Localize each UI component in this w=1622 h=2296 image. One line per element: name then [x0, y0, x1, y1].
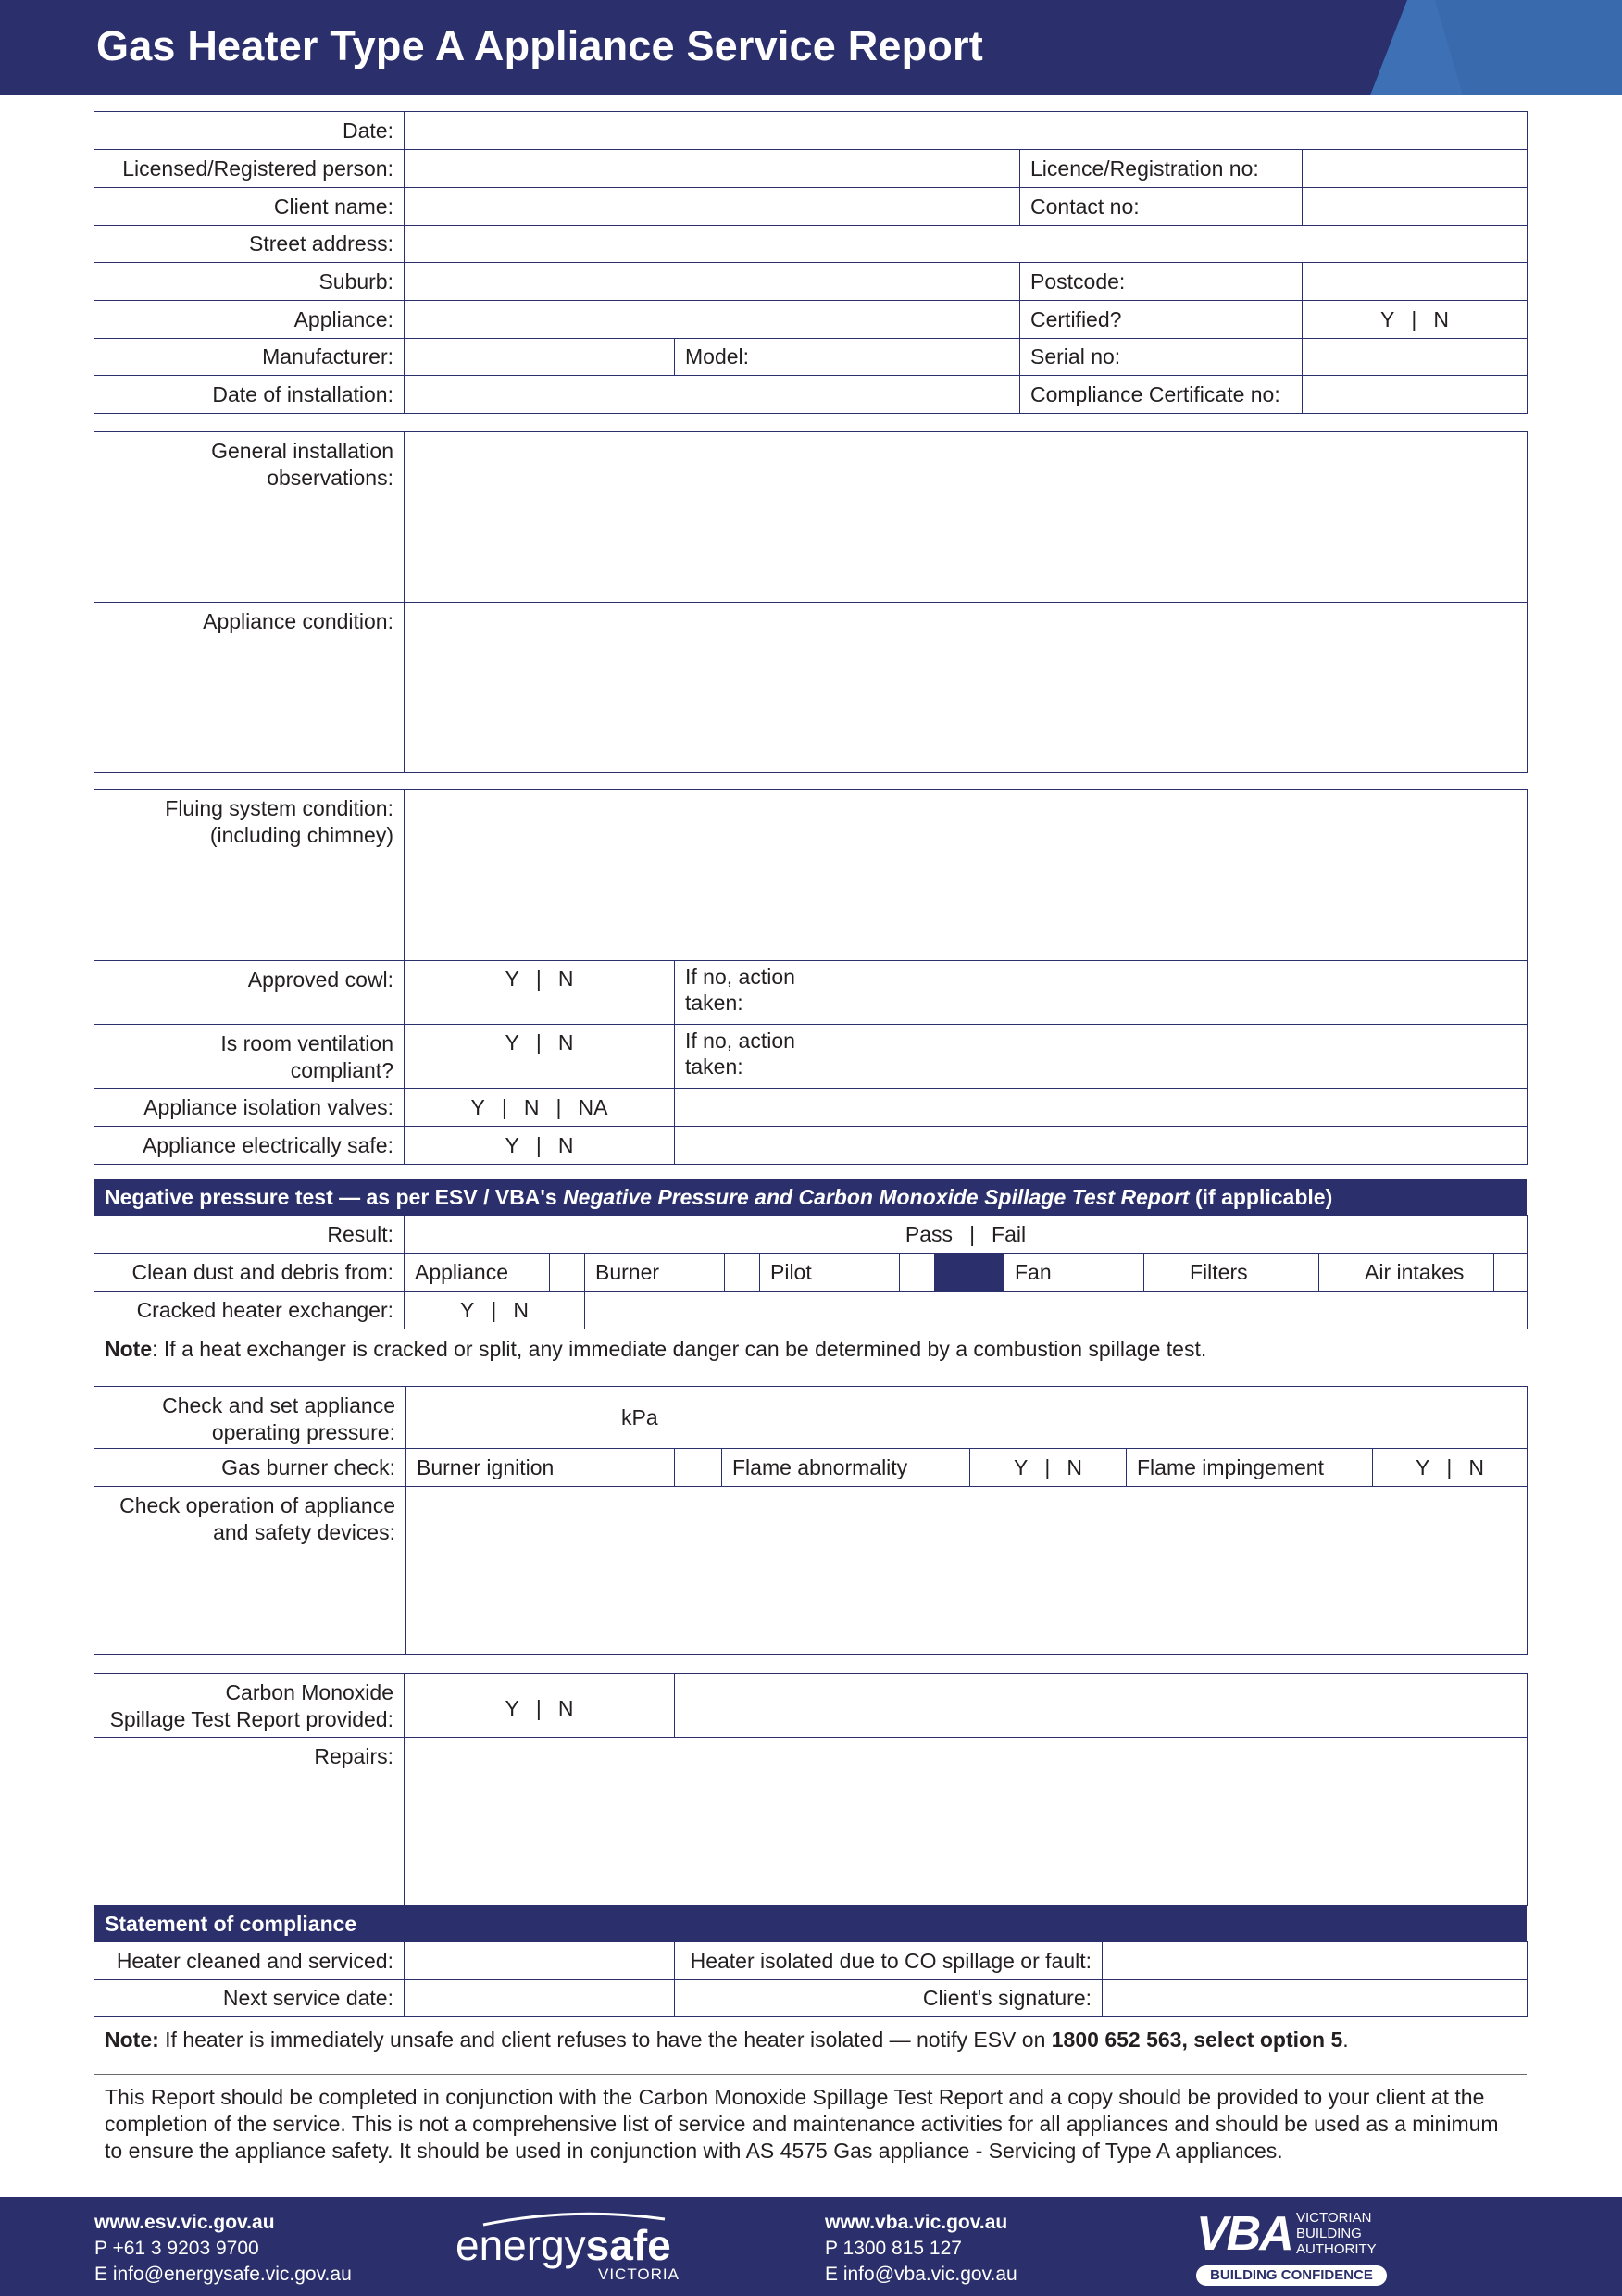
yn-n: N — [557, 1030, 574, 1054]
appliance-field[interactable] — [405, 301, 1020, 339]
postcode-field[interactable] — [1303, 263, 1528, 301]
general-observations-label — [94, 432, 405, 603]
yn-sep: | — [1411, 306, 1417, 331]
vba-contact — [825, 2210, 1017, 2288]
general-observations-line1: General installation — [211, 439, 393, 463]
yn-sep: | — [535, 1030, 542, 1054]
yn-n: N — [513, 1297, 529, 1322]
esv-phone: P +61 3 9203 9700 — [94, 2238, 259, 2259]
fluing-field[interactable] — [405, 790, 1528, 961]
yn-n: N — [557, 1132, 574, 1157]
vba-name-1: VICTORIAN — [1296, 2210, 1372, 2226]
appliance-condition-field[interactable] — [405, 603, 1528, 773]
pass-option[interactable]: Pass — [905, 1221, 954, 1246]
licence-no-field[interactable] — [1303, 150, 1528, 188]
note-text: If heater is immediately unsafe and client refuses to have the heater isolated — notify ESV on — [158, 2028, 1052, 2052]
co-line2: Spillage Test Report provided: — [109, 1707, 393, 1731]
co-section — [94, 1673, 1527, 2017]
model-label: Model: — [675, 339, 830, 376]
burner-check-label: Gas burner check: — [94, 1449, 406, 1487]
approved-cowl-label: Approved cowl: — [94, 961, 405, 1025]
general-observations-line2: observations: — [267, 466, 393, 490]
vba-tagline: BUILDING CONFIDENCE — [1196, 2265, 1387, 2286]
fluing-label — [94, 790, 405, 961]
heat-exchanger-note — [105, 1337, 1206, 1362]
compliance-cert-field[interactable] — [1303, 376, 1528, 414]
electrically-safe-label: Appliance electrically safe: — [94, 1127, 405, 1165]
cowl-if-no-label — [675, 961, 830, 1025]
isolated-label: Heater isolated due to CO spillage or fault: — [675, 1942, 1103, 1980]
licence-no-label: Licence/Registration no: — [1020, 150, 1303, 188]
general-observations-field[interactable] — [405, 432, 1528, 603]
appliance-label: Appliance: — [94, 301, 405, 339]
yn-n: N — [523, 1094, 540, 1119]
manufacturer-label: Manufacturer: — [94, 339, 405, 376]
clean-from-label: Clean dust and debris from: — [94, 1254, 405, 1292]
date-label: Date: — [94, 112, 405, 150]
esv-email[interactable]: E info@energysafe.vic.gov.au — [94, 2264, 352, 2285]
room-vent-line1: Is room ventilation — [220, 1031, 393, 1055]
fluing-line1: Fluing system condition: — [165, 796, 393, 820]
serial-no-label: Serial no: — [1020, 339, 1303, 376]
band-tail: (if applicable) — [1189, 1185, 1333, 1209]
negative-pressure-band — [94, 1179, 1527, 1215]
if-no-line1: If no, action — [685, 965, 795, 989]
fluing-line2: (including chimney) — [209, 823, 393, 847]
band-text: Negative pressure test — as per ESV / VBA's — [105, 1185, 564, 1209]
room-ventilation-yn[interactable] — [405, 1025, 675, 1089]
cracked-exchanger-field[interactable] — [585, 1292, 1528, 1329]
yn-y: Y — [505, 1030, 519, 1054]
clean-check-appliance[interactable] — [550, 1254, 585, 1292]
clean-item-appliance: Appliance — [405, 1254, 550, 1292]
if-no-line1: If no, action — [685, 1029, 795, 1053]
vba-authority-name — [1296, 2210, 1377, 2257]
result-pass-fail[interactable] — [405, 1216, 1528, 1254]
logo-safe: safe — [585, 2221, 671, 2269]
yn-sep: | — [1044, 1454, 1051, 1479]
page-footer — [0, 2197, 1622, 2296]
flame-abnormality-yn[interactable] — [970, 1449, 1127, 1487]
operating-pressure-field[interactable] — [406, 1387, 1528, 1449]
esv-url[interactable]: www.esv.vic.gov.au — [94, 2212, 275, 2233]
flame-abnormality-label: Flame abnormality — [722, 1449, 970, 1487]
room-vent-line2: compliant? — [290, 1058, 393, 1082]
clean-item-pilot: Pilot — [760, 1254, 900, 1292]
disclaimer: This Report should be completed in conjunction with the Carbon Monoxide Spillage Test Report and a copy should be provided to your client at the completion of the service. This is not a comprehensive list of service and maintenance activities for all appliances and should be used as a minimum to ensure the appliance safety. It should be used in conjunction with AS 4575 Gas appliance - Servicing of Type A appliances. — [94, 2074, 1527, 2165]
manufacturer-field[interactable] — [405, 339, 675, 376]
negative-pressure-table — [94, 1215, 1528, 1329]
yn-sep: | — [491, 1297, 497, 1322]
clean-item-air-intakes: Air intakes — [1354, 1254, 1494, 1292]
vba-url[interactable]: www.vba.vic.gov.au — [825, 2212, 1008, 2233]
logo-energy: energy — [455, 2221, 586, 2269]
cracked-exchanger-label: Cracked heater exchanger: — [94, 1292, 405, 1329]
repairs-label: Repairs: — [94, 1738, 405, 1906]
cracked-exchanger-yn[interactable] — [405, 1292, 585, 1329]
licensed-person-label: Licensed/Registered person: — [94, 150, 405, 188]
yn-y: Y — [1014, 1454, 1029, 1479]
co-report-label — [94, 1674, 405, 1738]
appliance-condition-label: Appliance condition: — [94, 603, 405, 773]
room-ventilation-label — [94, 1025, 405, 1089]
certified-yn[interactable] — [1303, 301, 1528, 339]
header-decoration — [1370, 0, 1622, 95]
vba-name-2: BUILDING — [1296, 2226, 1362, 2241]
date-installation-label: Date of installation: — [94, 376, 405, 414]
compliance-cert-label: Compliance Certificate no: — [1020, 376, 1303, 414]
compliance-note — [105, 2028, 1349, 2053]
co-report-field[interactable] — [675, 1674, 1528, 1738]
vba-logo — [1194, 2208, 1398, 2290]
result-label: Result: — [94, 1216, 405, 1254]
note-text: : If a heat exchanger is cracked or split, any immediate danger can be determined by a combustion spillage test. — [152, 1337, 1207, 1361]
band-italic: Negative Pressure and Carbon Monoxide Spillage Test Report — [563, 1185, 1190, 1209]
cowl-action-field[interactable] — [830, 961, 1528, 1025]
yn-sep: | — [535, 967, 542, 991]
negative-pressure-section — [94, 1179, 1527, 1329]
clean-item-fan: Fan — [1004, 1254, 1144, 1292]
vba-email[interactable]: E info@vba.vic.gov.au — [825, 2264, 1017, 2285]
operating-table — [94, 1386, 1528, 1655]
clean-item-burner: Burner — [585, 1254, 725, 1292]
details-section — [94, 111, 1527, 414]
vba-mark: VBA — [1196, 2207, 1292, 2261]
vba-phone: P 1300 815 127 — [825, 2238, 962, 2259]
fluing-section — [94, 789, 1527, 1165]
burner-ignition-check[interactable] — [675, 1449, 722, 1487]
burner-ignition-label: Burner ignition — [406, 1449, 675, 1487]
street-address-field[interactable] — [405, 226, 1528, 263]
kpa-unit: kPa — [621, 1404, 658, 1429]
vent-action-field[interactable] — [830, 1025, 1528, 1089]
flame-impingement-label: Flame impingement — [1127, 1449, 1373, 1487]
if-no-line2: taken: — [685, 1054, 743, 1079]
yn-sep: | — [501, 1094, 507, 1119]
repairs-field[interactable] — [405, 1738, 1528, 1906]
note-bold: Note: — [105, 2028, 159, 2052]
client-name-field[interactable] — [405, 188, 1020, 226]
suburb-field[interactable] — [405, 263, 1020, 301]
date-installation-field[interactable] — [405, 376, 1020, 414]
safety-line2: and safety devices: — [213, 1520, 395, 1544]
clean-check-air-intakes[interactable] — [1494, 1254, 1528, 1292]
energysafe-logo — [454, 2210, 704, 2284]
shaded-cell — [935, 1254, 1004, 1292]
yn-y: Y — [460, 1297, 475, 1322]
yn-sep: | — [535, 1695, 542, 1720]
note-bold: Note — [105, 1337, 153, 1361]
isolation-valves-label: Appliance isolation valves: — [94, 1089, 405, 1127]
if-no-line2: taken: — [685, 991, 743, 1015]
approved-cowl-yn[interactable] — [405, 961, 675, 1025]
observations-section — [94, 431, 1527, 773]
electrically-safe-yn[interactable] — [405, 1127, 675, 1165]
page-header — [0, 0, 1622, 95]
yn-n: N — [1433, 306, 1449, 331]
operating-pressure-label — [94, 1387, 406, 1449]
cleaned-label: Heater cleaned and serviced: — [94, 1942, 405, 1980]
fail-option[interactable]: Fail — [992, 1221, 1027, 1246]
yn-na: NA — [578, 1094, 608, 1119]
serial-no-field[interactable] — [1303, 339, 1528, 376]
clean-check-pilot[interactable] — [900, 1254, 935, 1292]
model-field[interactable] — [830, 339, 1020, 376]
co-line1: Carbon Monoxide — [225, 1680, 393, 1704]
vba-name-3: AUTHORITY — [1296, 2241, 1377, 2257]
pressure-line2: operating pressure: — [211, 1420, 395, 1444]
details-table — [94, 111, 1528, 414]
cleaned-field[interactable] — [405, 1942, 675, 1980]
esv-contact — [94, 2210, 352, 2288]
clean-check-filters[interactable] — [1319, 1254, 1354, 1292]
clean-check-fan[interactable] — [1144, 1254, 1179, 1292]
certified-label: Certified? — [1020, 301, 1303, 339]
next-service-label: Next service date: — [94, 1980, 405, 2017]
yn-n: N — [557, 1695, 574, 1720]
postcode-label: Postcode: — [1020, 263, 1303, 301]
yn-n: N — [1468, 1454, 1484, 1479]
co-report-yn[interactable] — [405, 1674, 675, 1738]
date-field[interactable] — [405, 112, 1528, 150]
safety-devices-field[interactable] — [406, 1487, 1528, 1655]
yn-y: Y — [1416, 1454, 1430, 1479]
licensed-person-field[interactable] — [405, 150, 1020, 188]
yn-n: N — [1067, 1454, 1082, 1479]
observations-table — [94, 431, 1528, 773]
vent-if-no-label — [675, 1025, 830, 1089]
note-phone: 1800 652 563, select option 5 — [1051, 2028, 1343, 2052]
yn-y: Y — [1380, 306, 1395, 331]
flame-impingement-yn[interactable] — [1373, 1449, 1528, 1487]
suburb-label: Suburb: — [94, 263, 405, 301]
yn-sep: | — [555, 1094, 562, 1119]
compliance-band: Statement of compliance — [94, 1906, 1527, 1941]
yn-sep: | — [1446, 1454, 1453, 1479]
yn-y: Y — [505, 1132, 519, 1157]
energysafe-wordmark — [455, 2223, 671, 2267]
energysafe-sub: VICTORIA — [598, 2265, 680, 2283]
next-service-field[interactable] — [405, 1980, 675, 2017]
client-name-label: Client name: — [94, 188, 405, 226]
yn-sep: | — [969, 1221, 976, 1246]
yn-sep: | — [535, 1132, 542, 1157]
isolation-valves-ynna[interactable] — [405, 1089, 675, 1127]
operating-section — [94, 1386, 1527, 1655]
yn-y: Y — [505, 1695, 519, 1720]
clean-check-burner[interactable] — [725, 1254, 760, 1292]
isolated-field[interactable] — [1103, 1942, 1528, 1980]
fluing-table — [94, 789, 1528, 1165]
co-table — [94, 1673, 1528, 1906]
electrically-safe-field[interactable] — [675, 1127, 1528, 1165]
contact-no-field[interactable] — [1303, 188, 1528, 226]
safety-line1: Check operation of appliance — [119, 1493, 395, 1517]
compliance-table — [94, 1941, 1528, 2017]
street-address-label: Street address: — [94, 226, 405, 263]
safety-devices-label — [94, 1487, 406, 1655]
page-title: Gas Heater Type A Appliance Service Report — [96, 22, 983, 69]
note-end: . — [1342, 2028, 1349, 2052]
clean-item-filters: Filters — [1179, 1254, 1319, 1292]
yn-n: N — [557, 967, 574, 991]
yn-y: Y — [505, 967, 519, 991]
pressure-line1: Check and set appliance — [162, 1393, 395, 1417]
signature-field[interactable] — [1103, 1980, 1528, 2017]
signature-label: Client's signature: — [675, 1980, 1103, 2017]
isolation-valves-field[interactable] — [675, 1089, 1528, 1127]
yn-y: Y — [470, 1094, 485, 1119]
contact-no-label: Contact no: — [1020, 188, 1303, 226]
